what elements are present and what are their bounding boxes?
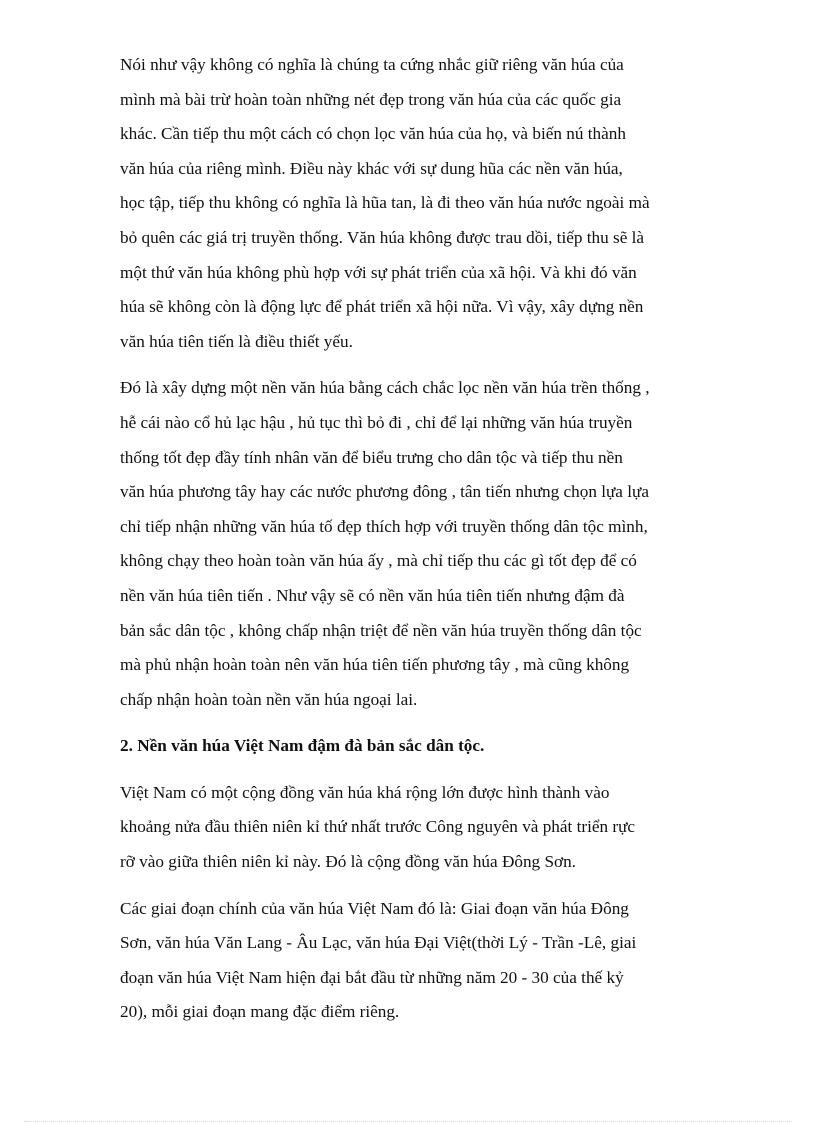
paragraph-line: bỏ quên các giá trị truyền thống. Văn húa không được trau dồi, tiếp thu sẽ là	[120, 227, 645, 247]
paragraph-line: văn húa phương tây hay các nước phương đông , tân tiến nhưng chọn lựa lựa	[120, 482, 649, 502]
paragraph-line: bản sắc dân tộc , không chấp nhận triệt để nền văn húa truyền thống dân tộc	[120, 620, 642, 640]
paragraph-line: khác. Cần tiếp thu một cách có chọn lọc văn húa của họ, và biến nú thành	[120, 124, 626, 144]
paragraph-line: học tập, tiếp thu không có nghĩa là hũa tan, là đi theo văn húa nước ngoài mà	[120, 193, 650, 213]
paragraph-line: mình mà bài trừ hoàn toàn những nét đẹp trong văn húa của các quốc gia	[120, 89, 622, 109]
paragraph-line: 20), mỗi giai đoạn mang đặc điểm riêng.	[120, 1002, 400, 1022]
paragraph-line: nền văn húa tiên tiến . Như vậy sẽ có nền văn húa tiên tiến nhưng đậm đà	[120, 585, 625, 605]
paragraph-line: văn húa của riêng mình. Điều này khác với sự dung hũa các nền văn húa,	[120, 158, 623, 178]
paragraph-line: hễ cái nào cổ hủ lạc hậu , hủ tục thì bỏ đi , chỉ để lại những văn húa truyền	[120, 412, 633, 432]
paragraph-line: Các giai đoạn chính của văn húa Việt Nam đó là: Giai đoạn văn húa Đông	[120, 898, 629, 918]
paragraph-line: chỉ tiếp nhận những văn húa tố đẹp thích hợp với truyền thống dân tộc mình,	[120, 516, 648, 536]
paragraph-line: văn húa tiên tiến là điều thiết yếu.	[120, 331, 353, 351]
paragraph-2	[120, 371, 697, 717]
paragraph-line: không chạy theo hoàn toàn văn húa ấy , mà chỉ tiếp thu các gì tốt đẹp để có	[120, 551, 637, 571]
paragraph-4	[120, 892, 697, 1030]
page-bottom-divider	[24, 1121, 792, 1122]
paragraph-line: Sơn, văn húa Văn Lang - Âu Lạc, văn húa Đại Việt(thời Lý - Trần -Lê, giai	[120, 933, 637, 953]
paragraph-line: đoạn văn húa Việt Nam hiện đại bắt đầu từ những năm 20 - 30 của thế kỷ	[120, 967, 624, 987]
paragraph-1	[120, 48, 697, 359]
paragraph-line: Nói như vậy không có nghĩa là chúng ta cứng nhắc giữ riêng văn húa của	[120, 55, 624, 74]
paragraph-line: một thứ văn húa không phù hợp với sự phát triển của xã hội. Và khi đó văn	[120, 262, 637, 282]
paragraph-line: chấp nhận hoàn toàn nền văn húa ngoại lai.	[120, 689, 418, 709]
paragraph-line: Đó là xây dựng một nền văn húa bằng cách chắc lọc nền văn húa trền thống ,	[120, 378, 650, 398]
paragraph-line: rỡ vào giữa thiên niên kỉ này. Đó là cộng đồng văn húa Đông Sơn.	[120, 852, 576, 872]
document-page	[120, 48, 697, 1030]
paragraph-3	[120, 776, 697, 880]
paragraph-line: Việt Nam có một cộng đồng văn húa khá rộng lớn được hình thành vào	[120, 782, 610, 802]
section-heading: 2. Nền văn húa Việt Nam đậm đà bản sắc dân tộc.	[120, 736, 485, 756]
paragraph-line: thống tốt đẹp đầy tính nhân văn để biểu trưng cho dân tộc và tiếp thu nền	[120, 447, 623, 467]
paragraph-line: khoảng nửa đầu thiên niên kỉ thứ nhất trước Công nguyên và phát triển rực	[120, 817, 636, 837]
paragraph-line: húa sẽ không còn là động lực để phát triển xã hội nữa. Vì vậy, xây dựng nền	[120, 297, 644, 317]
paragraph-line: mà phủ nhận hoàn toàn nên văn húa tiên tiến phương tây , mà cũng không	[120, 655, 630, 675]
